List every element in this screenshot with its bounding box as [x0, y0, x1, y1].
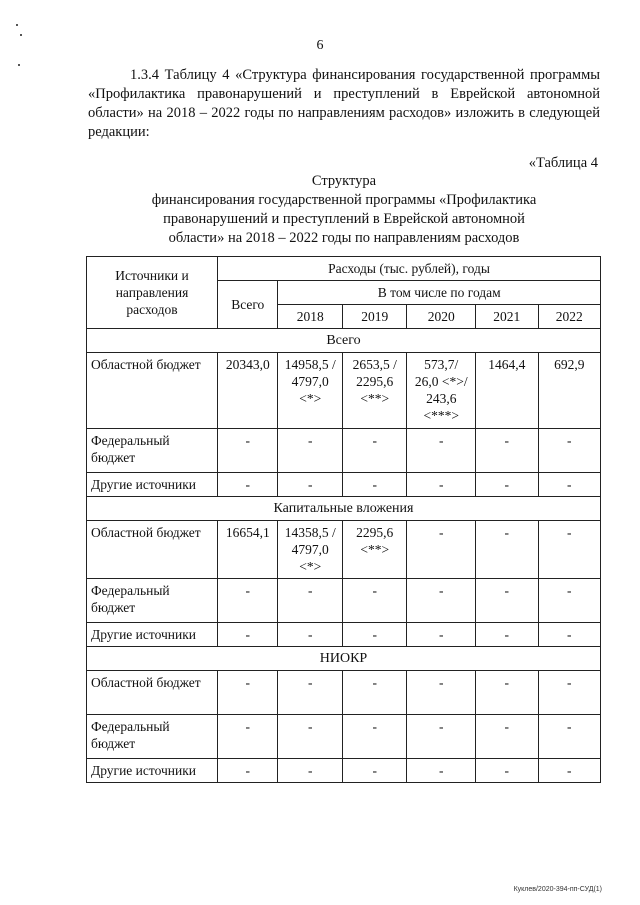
- table-row: [87, 759, 601, 783]
- amendment-paragraph: 1.3.4 Таблицу 4 «Структура финансирования государственной программы «Профилактика правонарушений и преступлений в Еврейской автономной области» на 2018 – 2022 годы по направлениям расходов» изложить в следующей редакции:: [88, 67, 600, 140]
- cell-2022: -: [538, 429, 601, 473]
- table-row: [87, 429, 601, 473]
- cell-2021: -: [476, 473, 538, 497]
- row-source: Другие источники: [87, 623, 218, 647]
- caption-line: правонарушений и преступлений в Еврейской автономной: [163, 211, 525, 227]
- cell-2019: -: [342, 623, 407, 647]
- cell-2021: -: [476, 759, 538, 783]
- section-title: Всего: [87, 329, 601, 353]
- table-row: [87, 715, 601, 759]
- cell-2022: -: [538, 521, 601, 579]
- cell-2019: -: [342, 473, 407, 497]
- scan-speck: [18, 64, 20, 66]
- row-source: Федеральный бюджет: [87, 715, 218, 759]
- cell-2021: -: [476, 623, 538, 647]
- section-title: Капитальные вложения: [87, 497, 601, 521]
- cell-2020: -: [407, 759, 476, 783]
- cell-2018: -: [278, 671, 343, 715]
- cell-2021: -: [476, 429, 538, 473]
- table-row: [87, 579, 601, 623]
- cell-2018: -: [278, 473, 343, 497]
- scan-speck: [20, 34, 22, 36]
- cell-2019: 2653,5 / 2295,6 <**>: [342, 353, 407, 429]
- cell-2022: -: [538, 671, 601, 715]
- cell-total: 16654,1: [218, 521, 278, 579]
- table-reference: «Таблица 4: [528, 155, 598, 171]
- header-year: 2022: [538, 305, 601, 329]
- cell-2020: -: [407, 579, 476, 623]
- cell-total: -: [218, 759, 278, 783]
- cell-2020: -: [407, 429, 476, 473]
- cell-2019: -: [342, 579, 407, 623]
- cell-2018: -: [278, 429, 343, 473]
- section-title: НИОКР: [87, 647, 601, 671]
- header-year: 2018: [278, 305, 343, 329]
- cell-2021: -: [476, 521, 538, 579]
- cell-2019: -: [342, 429, 407, 473]
- header-total: Всего: [218, 281, 278, 329]
- table-row: [87, 353, 601, 429]
- cell-2018: 14358,5 / 4797,0 <*>: [278, 521, 343, 579]
- table-row: [87, 671, 601, 715]
- cell-2018: -: [278, 715, 343, 759]
- cell-2020: -: [407, 671, 476, 715]
- cell-total: -: [218, 429, 278, 473]
- header-year: 2021: [476, 305, 538, 329]
- cell-2022: -: [538, 579, 601, 623]
- cell-2022: -: [538, 715, 601, 759]
- header-expenses: Расходы (тыс. рублей), годы: [218, 257, 601, 281]
- cell-total: -: [218, 715, 278, 759]
- header-sources: Источники и направления расходов: [87, 257, 218, 329]
- table-row: [87, 623, 601, 647]
- cell-2020: -: [407, 473, 476, 497]
- cell-2022: -: [538, 623, 601, 647]
- cell-total: 20343,0: [218, 353, 278, 429]
- cell-2020: -: [407, 521, 476, 579]
- cell-total: -: [218, 623, 278, 647]
- cell-2021: 1464,4: [476, 353, 538, 429]
- cell-2019: 2295,6 <**>: [342, 521, 407, 579]
- cell-2019: -: [342, 715, 407, 759]
- table-row: [87, 521, 601, 579]
- cell-2018: -: [278, 579, 343, 623]
- caption-line: финансирования государственной программы «Профилактика: [151, 192, 537, 208]
- cell-2021: -: [476, 671, 538, 715]
- cell-total: -: [218, 579, 278, 623]
- table-row: [87, 473, 601, 497]
- cell-2022: -: [538, 759, 601, 783]
- caption-line: Структура: [311, 173, 377, 189]
- cell-2021: -: [476, 579, 538, 623]
- header-by-year: В том числе по годам: [278, 281, 601, 305]
- cell-2018: -: [278, 623, 343, 647]
- cell-2022: 692,9: [538, 353, 601, 429]
- cell-2018: 14958,5 / 4797,0 <*>: [278, 353, 343, 429]
- financing-table: [86, 256, 601, 783]
- row-source: Федеральный бюджет: [87, 579, 218, 623]
- table-caption: [88, 172, 600, 248]
- cell-2020: 573,7/ 26,0 <*>/ 243,6 <***>: [407, 353, 476, 429]
- row-source: Областной бюджет: [87, 521, 218, 579]
- cell-2019: -: [342, 759, 407, 783]
- row-source: Другие источники: [87, 473, 218, 497]
- row-source: Областной бюджет: [87, 671, 218, 715]
- page-number: 6: [316, 38, 324, 53]
- cell-2020: -: [407, 623, 476, 647]
- scan-speck: [16, 24, 18, 26]
- cell-2019: -: [342, 671, 407, 715]
- header-year: 2019: [342, 305, 407, 329]
- row-source: Областной бюджет: [87, 353, 218, 429]
- cell-2018: -: [278, 759, 343, 783]
- cell-total: -: [218, 671, 278, 715]
- row-source: Другие источники: [87, 759, 218, 783]
- document-footer-code: Куклев/2020-394-пп-СУД(1): [513, 886, 602, 893]
- cell-2020: -: [407, 715, 476, 759]
- cell-2022: -: [538, 473, 601, 497]
- header-year: 2020: [407, 305, 476, 329]
- row-source: Федеральный бюджет: [87, 429, 218, 473]
- caption-line: области» на 2018 – 2022 годы по направлениям расходов: [168, 230, 520, 246]
- cell-total: -: [218, 473, 278, 497]
- cell-2021: -: [476, 715, 538, 759]
